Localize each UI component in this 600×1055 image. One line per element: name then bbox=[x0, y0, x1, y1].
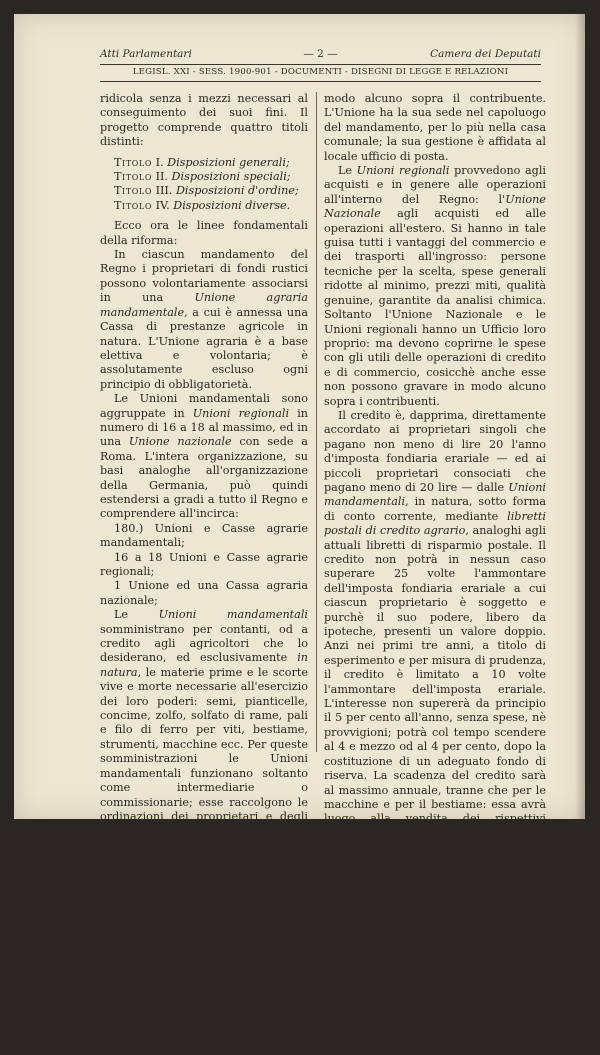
publication-title: Atti Parlamentari bbox=[100, 48, 192, 60]
left-column bbox=[100, 92, 308, 1054]
paragraph: ridicola senza i mezzi necessari al conseguimento dei suoi fini. Il progetto comprende quattro titoli distinti: bbox=[100, 92, 308, 149]
paragraph: Le Unioni mandamentali sono aggruppate in Unioni regionali in numero di 16 a 18 al massimo, ed in una Unione nazionale con sede a Roma. L'intera organizzazione, su basi analoghe all'organizzazione della Germania, può quindi estendersi a gradi a tutto il Regno e comprendere all'incirca: bbox=[100, 392, 308, 521]
right-column bbox=[324, 92, 546, 1013]
paragraph: Ecco ora le linee fondamentali della riforma: bbox=[100, 219, 308, 247]
paragraph: Le Unioni mandamentali somministrano per contanti, od a credito agli agricoltori che lo desiderano, ed esclusivamente in natura, le materie prime e le scorte vive e morte necessarie all'esercizio dei loro poderi: semi, pianticelle, concime, zolfo, solfato di rame, pali e filo di ferro per viti, bestiame, strumenti, macchine ecc. Per queste somministrazioni le Unioni mandamentali funzionano soltanto come intermediarie o commissionarie; esse raccolgono le ordinazioni dei proprietari e degli agricoltori e le trasmettono alla relativa Unione regionale; ricevono le merci ordinate in sacchi chiusi od a numero, e ne fanno consegna ai proprietari, per mezzo del locale ufficio di posta e sotto la sua garanzia e responsabilità. bbox=[100, 608, 308, 924]
paragraph: A facilitare anzi il credito anche ai più piccoli coltivatori, la Commissione propone, che trascorsi tre anni dalla data della legge, il credito possa venire direttamente esteso bbox=[324, 941, 546, 1013]
list-line: 16 a 18 Unioni e Casse agrarie regionali; bbox=[100, 550, 308, 578]
legislature-subtitle: LEGISL. XXI - SESS. 1900-901 - DOCUMENTI - DISEGNI DI LEGGE E RELAZIONI bbox=[100, 67, 541, 82]
running-head bbox=[100, 48, 541, 65]
document-page bbox=[14, 14, 585, 1054]
list-item: Titolo III. Disposizioni d'ordine; bbox=[114, 184, 299, 198]
page-number: — 2 — bbox=[303, 48, 338, 60]
list-item: Titolo I. Disposizioni generali; bbox=[114, 155, 290, 169]
list-item: Titolo IV. Disposizioni diverse. bbox=[114, 198, 291, 212]
chamber-name: Camera dei Deputati bbox=[430, 48, 541, 60]
paragraph: Le Unioni regionali provvedono agli acquisti e in genere alle operazioni all'interno del Regno: l'Unione Nazionale agli acquisti ed alle operazioni all'estero. Si hanno in tale guisa tutti i vantaggi del commercio e dei trasporti all'ingrosso: persone tecniche per la scelta, spese generali ridotte al minimo, prezzi miti, qualità genuine, garantite da analisi chimica. Soltanto l'Unione Nazionale e le Unioni regionali hanno un Ufficio loro proprio: ma devono coprirne le spese con gli utili delle operazioni di credito e di commercio, cosicchè anche esse non possono gravare in modo alcuno sopra i contribuenti. bbox=[324, 164, 546, 408]
list-line: 1 Unione ed una Cassa agraria nazionale; bbox=[100, 579, 308, 607]
column-divider bbox=[316, 92, 317, 752]
paragraph: modo alcuno sopra il contribuente. L'Unione ha la sua sede nel capoluogo del mandamento, per lo più nella casa comunale; la sua gestione è affidata al locale ufficio di posta. bbox=[324, 92, 546, 163]
list-line: 180.) Unioni e Casse agrarie mandamentali; bbox=[100, 521, 308, 550]
list-item: Titolo II. Disposizioni speciali; bbox=[114, 170, 291, 184]
paragraph: Il credito è, dapprima, direttamente accordato ai proprietari singoli che pagano non meno di lire 20 l'anno d'imposta fondiaria erariale — ed ai piccoli proprietari consociati che pagano meno di 20 lire — dalle Unioni mandamentali, in natura, sotto forma di conto corrente, mediante libretti postali di credito agrario, analoghi agli attuali libretti di risparmio postale. Il credito non potrà in nessun caso superare 25 volte l'ammontare dell'imposta fondiaria erariale a cui ciascun proprietario è soggetto e purchè il suo podere, libero da ipoteche, presenti un valore doppio. Anzi nei primi tre anni, a titolo di esperimento e per misura di prudenza, il credito è limitato a 10 volte l'ammontare dell'imposta erariale. L'interesse non supererà da principio il 5 per cento all'anno, senza spese, nè provvigioni; potrà col tempo scendere al 4 e mezzo od al 4 per cento, dopo la costituzione di un adeguato fondo di riserva. La scadenza del credito sarà al massimo annuale, tranne che per le macchine e per il bestiame: essa avrà luogo alla vendita dei rispettivi prodotti e in ogni caso non eccederà i quattro mesi dal raccolto loro. Il credito verrà anzitutto accordato alle quote minori d'imposta da lire 20 in su, cosicchè sono i proprietari minori che in ciascun mandamento potranno godere del massimo credito che la legge consente. bbox=[324, 408, 546, 941]
titles-list bbox=[114, 156, 308, 214]
paragraph: In ciascun mandamento del Regno i proprietari di fondi rustici possono volontariamente associarsi in una Unione agraria mandamentale, a cui è annessa una Cassa di prestanze agricole in natura. L'Unione agraria è a base elettiva e volontaria; è assolutamente escluso ogni principio di obbligatorietà. bbox=[100, 248, 308, 391]
paragraph: L'esercizio delle Unioni agrarie mandamentali non richiede quindi nè capacità, nè attitudini speciali e difficili a trovarsi in qualsiasi villaggio; non domanda istruzione e moralità d'ordine superiore, perchè non si presta a frodi; non esige spese nè per locali, nè per il personale e non può gravare in bbox=[100, 925, 308, 1054]
